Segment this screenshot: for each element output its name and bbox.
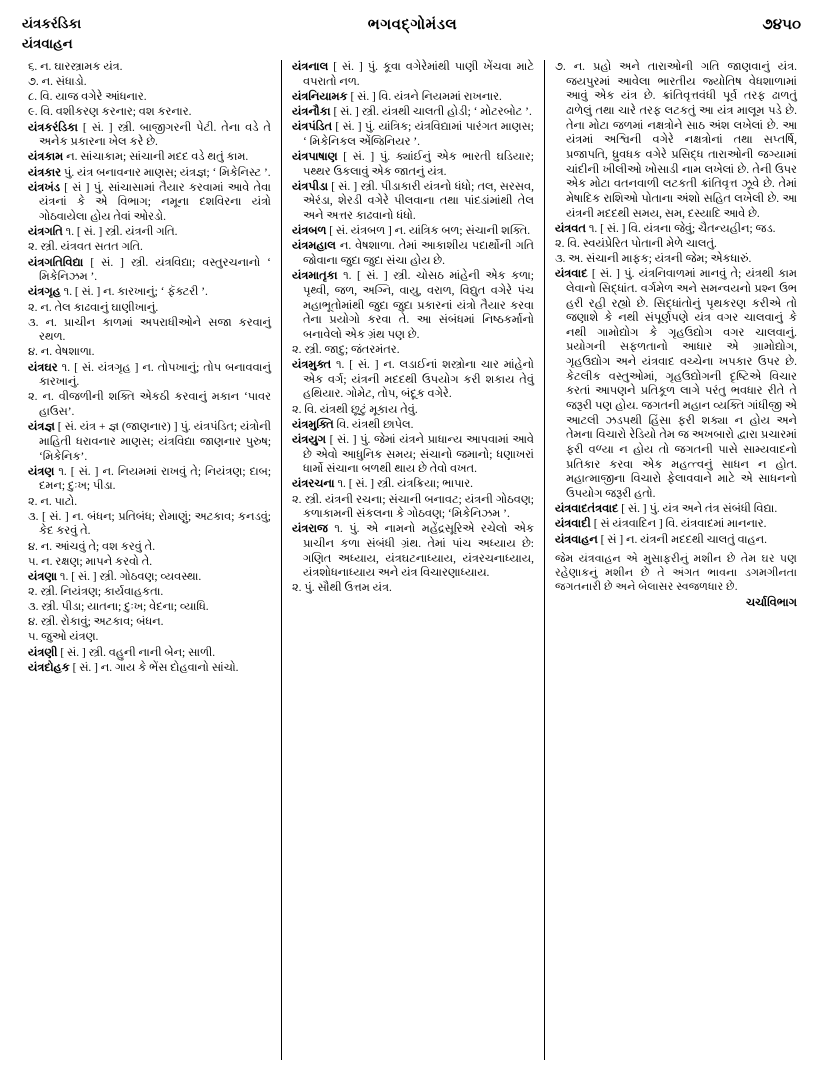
dictionary-sense bbox=[28, 240, 271, 255]
entry-definition: [ સં ] પું. સાંચાસામાં તૈયાર કરવામાં આવે તેવા યંત્રનાં કે એ વિભાગ; નમૂના દશવિરના યંત્રો ગોઠવાયેલા હોય તેવાં ઓરડો. bbox=[39, 181, 271, 224]
entry-definition: ૧. [ સં. ] ન. લડાઈનાં શસ્ત્રોના ચાર માંહેનો એક વર્ગ; યંત્રની મદદથી ઉપયોગ કરી શકાય તેવું હથિયાર. ગોમેટ, તોપ, બંદૂક વગેરે. bbox=[302, 359, 534, 401]
dictionary-sense bbox=[28, 540, 271, 555]
entry-definition: ૧. [ સં. ] સ્ત્રી. ચોસઠ માંહેની એક કળા; પૃથ્વી, જળ, અગ્નિ, વાયુ, વરાળ, વિદ્યુત વગેરે પંચ મહાભૂતોમાંથી જુદા જુદા પ્રકારનાં યંત્રો તૈયાર કરવા તેના પ્રયોગો કરવા તે. આ સંબંધમાં નિષ્ઠકર્માનો બનાવેલો એક ગ્રંથ પણ છે. bbox=[302, 270, 534, 341]
entry-definition: [ સં. ] વિ. યંત્રને નિયમમાં રાખનાર. bbox=[350, 90, 502, 103]
entry-definition: [ સં. ] સ્ત્રી. બાજીગરની પેટી. તેના વડે તે અનેક પ્રકારના ખેલ કરે છે. bbox=[39, 121, 271, 149]
entry-definition: [ સં. ] સ્ત્રી. યંત્રવિદ્યા; વસ્તુરચનાનો ‘ મિકેનિઝમ ’. bbox=[39, 256, 271, 284]
dictionary-sense bbox=[28, 105, 271, 120]
dictionary-entry bbox=[28, 225, 271, 240]
entry-definition: ૩. [ સં. ] ન. બંધન; પ્રતિબંધ; રોમાણું; અટકાવ; કનડવું; કેદ કરવું તે. bbox=[28, 510, 271, 538]
entry-definition: ૧. [ સં. ] સ્ત્રી. યંત્રક્રિયા; ભાપાર. bbox=[337, 478, 474, 491]
dictionary-sense bbox=[28, 495, 271, 510]
dictionary-sense bbox=[28, 345, 271, 360]
dictionary-sense bbox=[28, 60, 271, 75]
entry-definition: ૨. ન. વીજળીની શક્તિ એકઠી કરવાનું મકાન ‘પાવર હાઉસ’. bbox=[28, 391, 271, 419]
text-columns bbox=[18, 60, 807, 1060]
contributor-signoff: ચર્ચાવિભાગ bbox=[746, 597, 797, 610]
entry-headword: યંત્રકામ bbox=[28, 151, 64, 164]
entry-definition: ૧. [ સં. ] સ્ત્રી. યંત્રની ગતિ. bbox=[65, 226, 178, 239]
entry-headword: યંત્રવાદી bbox=[554, 518, 591, 531]
dictionary-entry bbox=[555, 502, 797, 517]
entry-headword: યંત્રજ્ઞ bbox=[28, 421, 55, 434]
dictionary-entry bbox=[28, 256, 271, 285]
dictionary-sense bbox=[292, 343, 534, 358]
entry-definition: ન. વેષશાળા. તેમાં આકાશીય પદાર્થોની ગતિ જોવાના જુદા જુદા સંચા હોય છે. bbox=[302, 240, 534, 268]
page-number: ૭૪૫૦ bbox=[762, 17, 801, 33]
entry-definition: [ સં. ] પું. ક્યાંઈનું એક ભારતી ઘડિયાર; પથ્થર ઉકલાવું એક જાતનું યંત્ર. bbox=[302, 150, 534, 178]
dictionary-sense bbox=[28, 555, 271, 570]
dictionary-entry bbox=[292, 269, 534, 342]
entry-definition: પું. યંત્ર બનાવનાર માણસ; યંત્રજ્ઞ; ‘ મિકેનિસ્ટ ’. bbox=[63, 166, 271, 179]
entry-headword: યંત્રખંડ bbox=[28, 181, 60, 194]
dictionary-entry bbox=[555, 267, 797, 502]
dictionary-entry bbox=[28, 661, 271, 676]
entry-headword: યંત્રદોહક bbox=[28, 661, 70, 674]
entry-definition: ૨. પું. સૌથી ઉત્તમ યંત્ર. bbox=[291, 582, 392, 595]
dictionary-sense bbox=[292, 493, 534, 522]
dictionary-entry bbox=[28, 361, 271, 390]
dictionary-entry bbox=[292, 120, 534, 149]
dictionary-entry bbox=[28, 570, 271, 585]
dictionary-entry bbox=[292, 239, 534, 268]
entry-headword: યંત્રવાહન bbox=[554, 533, 598, 546]
entry-definition: ૧. [ સં. ] ન. કારખાનું; ‘ ફૅક્ટરી ’. bbox=[63, 286, 208, 299]
entry-headword: યંત્રરાજ bbox=[291, 523, 328, 536]
dictionary-entry bbox=[292, 150, 534, 179]
dictionary-sense bbox=[28, 90, 271, 105]
dictionary-entry bbox=[292, 90, 534, 105]
entry-headword: યંત્રગૃહ bbox=[28, 286, 61, 299]
entry-definition: [ સં. ] પું. જેમાં યંત્રને પ્રાધાન્ય આપવામાં આવે છે એવો આધુનિક સમય; સંચાનો જમાનો; ધણાખરાં ધાર્મો સંચાના બળથી થાય છે તેવો વખત. bbox=[302, 433, 534, 476]
entry-definition: ૨. વિ. યંત્રથી છૂટું મૂકાય તેવું. bbox=[291, 403, 418, 416]
entry-definition: ૩. સ્ત્રી. પીડા; યાતના; દુઃખ; વેદના; વ્યાધિ. bbox=[28, 601, 209, 614]
entry-headword: યંત્રપાષાણ bbox=[291, 150, 338, 163]
entry-definition: [ સં. ] પું. યંત્ર અને તંત્ર સંબંધી વિદ્યા. bbox=[621, 503, 778, 516]
entry-definition: ૨. ન. તેલ કાઢવાનું ઘાણીખાનું. bbox=[28, 301, 159, 314]
entry-headword: યંત્રવાદતંત્રવાદ bbox=[554, 503, 619, 516]
entry-headword: યંત્રયુગ bbox=[291, 433, 326, 446]
entry-headword: યંત્રવાદ bbox=[554, 268, 588, 281]
dictionary-entry bbox=[555, 222, 797, 237]
dictionary-sense bbox=[28, 75, 271, 90]
entry-definition: [ સં. ] પું. યાંત્રિક; યંત્રવિદ્યામાં પારંગત માણસ; ‘ મિકેનિકલ એંજિનિયર ’. bbox=[302, 121, 534, 148]
entry-headword: યંત્રબળ bbox=[291, 225, 327, 238]
entry-definition: [ સં. ] સ્ત્રી. વહુની નાની બેન; સાળી. bbox=[60, 646, 216, 659]
entry-headword: યંત્રનૌકા bbox=[291, 105, 331, 118]
dictionary-sense bbox=[555, 252, 797, 267]
dictionary-entry bbox=[28, 646, 271, 661]
entry-headword: યંત્રઘર bbox=[28, 361, 58, 374]
dictionary-entry bbox=[292, 180, 534, 224]
entry-headword: યંત્રવત bbox=[554, 222, 586, 235]
entry-definition: ૧. [ સં. ] સ્ત્રી. ગોઠવણ; વ્યવસ્થા. bbox=[59, 570, 202, 583]
entry-headword: યંત્રકાર bbox=[28, 166, 62, 179]
dictionary-sense bbox=[555, 60, 797, 221]
dictionary-entry bbox=[28, 181, 271, 225]
column-2 bbox=[281, 60, 544, 1060]
dictionary-entry bbox=[555, 517, 797, 532]
entry-definition: ૪. ન. વેષશાળા. bbox=[28, 346, 95, 359]
dictionary-entry bbox=[292, 477, 534, 492]
entry-headword: યંત્રણા bbox=[28, 570, 58, 583]
entry-definition: ૪. ન. આંચવું તે; વશ કરવું તે. bbox=[28, 540, 156, 553]
dictionary-entry bbox=[292, 105, 534, 120]
dictionary-sense bbox=[28, 390, 271, 419]
entry-definition: ૨. સ્ત્રી. યંત્રની રચના; સંચાની બનાવટ; યંત્રની ગોઠવણ; કળાકામની સંકલના કે ગોઠવણ; ‘મિકેનિઝમ ’. bbox=[291, 493, 534, 521]
page-header bbox=[18, 14, 807, 60]
entry-definition: ૩. અ. સંચાની માફક; યંત્રની જેમ; એકધારું. bbox=[554, 253, 752, 266]
dictionary-sense bbox=[28, 510, 271, 539]
entry-definition: ૧. [ સં. ] ન. નિયમમાં રાખવું તે; નિયંત્રણ; દાબ; દમન; દુઃખ; પીડા. bbox=[39, 465, 271, 493]
dictionary-entry bbox=[292, 60, 534, 89]
entry-definition: ૮. વિ. યાજ વગેરે આંધનાર. bbox=[28, 91, 147, 104]
dictionary-entry bbox=[292, 433, 534, 477]
entry-definition: [ સં. ] સ્ત્રી. પીડાકારી યંત્રનો ધંધો; તલ, સરસવ, એરંડા, શેરડી વગેરે પીલવાના તથા પાંદડાંમાંથી તેલ અને અત્તર કાઢવાનો ધંધો. bbox=[302, 180, 534, 223]
entry-definition: વિ. યંત્રથી છાપેલ. bbox=[336, 418, 414, 431]
dictionary-entry bbox=[28, 121, 271, 150]
dictionary-entry bbox=[28, 420, 271, 464]
entry-definition: ૬. ન. ઘારસ્ત્રામક યંત્ર. bbox=[28, 61, 123, 73]
dictionary-sense bbox=[28, 301, 271, 316]
entry-headword: યંત્રનિયામક bbox=[291, 90, 348, 103]
entry-definition: [ સં. યંત્ર + જ્ઞ (જાણનાર) ] પું. યંત્રપંડિત; યંત્રોની માહિતી ધરાવનાર માણસ; યંત્રવિદ્યા જાણનાર પુરુષ; ‘મિકેનિક’. bbox=[39, 421, 271, 463]
entry-definition: ૪. સ્ત્રી. રોકાવું; અટકાવ; બંધન. bbox=[28, 616, 164, 629]
entry-definition: ૧. [ સં. ] વિ. યંત્રના જેવું; ચૈતન્યહીન; જડ. bbox=[588, 222, 776, 235]
column-1 bbox=[18, 60, 281, 1060]
entry-headword: યંત્રકરંડિકા bbox=[28, 121, 78, 134]
dictionary-sense bbox=[28, 615, 271, 630]
entry-definition: [ સં યંત્રવાદિન ] વિ. યંત્રવાદમાં માનનાર. bbox=[593, 518, 767, 531]
dictionary-sense bbox=[292, 403, 534, 418]
entry-definition: ૭. ન. પ્રહો અને તારાઓની ગતિ જાણવાનું યંત્ર. જયપુરમાં આવેલા ભારતીય જ્યોતિષ વેધશાળામાં આવું એક યંત્ર છે. ક્રાંતિવૃત્તવંધી પૂર્વ તરફ ઢાળતું ઢાળેલું તથા ચારે તરફ લટકતું આ યંત્ર માલૂમ પડે છે. તેના મોટા જળમાં નક્ષત્રોને સાઠ અંશ લખેલાં છે. આ યંત્રમાં અશ્વિની વગેરે નક્ષત્રોનાં તથા સપ્તર્ષિ, પ્રજાપતિ, ધ્રુવધક વગેરે પ્રસિદ્ધ તારાઓની જગ્યામાં ચાંદીની ખીલીઓ ખોસાડી નામ લખેલાં છે. તેની ઉપર એક મોટા વતનવાળી લટકતી ક્રાંતિવૃત્ત ઝૂવે છે. તેમાં મેષાદિક રાશિઓ પોતાના અંશો સહિત લખેલી છે. આ યંત્રની મદદથી સમય, સમ, દસ્યાદિ આવે છે. bbox=[554, 61, 797, 220]
book-title: ભગવદ્ગોમંડલ bbox=[367, 17, 458, 33]
dictionary-entry bbox=[28, 166, 271, 181]
entry-definition: ૩. ન. પ્રાચીન કાળમાં અપરાધીઓને સજા કરવાનું રથળ. bbox=[28, 316, 271, 344]
entry-definition: ન. સાંચાકામ; સાંચાની મદદ વડે થતું કામ. bbox=[66, 151, 249, 164]
dictionary-entry bbox=[292, 522, 534, 581]
entry-definition: ૯. વિ. વશીકરણ કરનાર; વશ કરનાર. bbox=[28, 106, 192, 119]
entry-definition: [ સં. ] પું. યંત્રનિવાળમાં માનવું તે; યંત્રથી કામ લેવાનો સિદ્ધાંત. વર્ગમેળ અને સમન્વયનો પ્રશ્ન ઉભ હરી રહી રહ્યો છે. સિદ્ધાંતોનું પૃથકરણ કરીએ તો જણાશે કે નથી સંપૂર્ણપણે યંત્ર વગર ચાલવાનું કે નથી ગામોદ્યોગ કે ગૃહઉદ્યોગ વગર ચાલવાનું. પ્રયોગની સફળતાનો આધાર એ ગ્રામોદ્યોગ, ગૃહઉદ્યોગ અને યંત્રવાદ વચ્ચેના ખપકાર ઉપર છે. કેટલીક વસ્તુઓમાં, ગૃહઉદ્યોગની દૃષ્ટિએ વિચાર કરતાં આપણને પ્રતિકૂળ લાગે પરંતુ ભવધાર રીતે તે જરૂરી પણ હોય. જગતની મહાન વ્યક્તિ ગાંધીજી એ આટલી ઝડપથી હિંસા ફરી શક્યા ન હોય અને તેમના વિચારો રેડિયો તેમ જ અખબારો દ્વારા પ્રચારમાં ફરી વળ્યા ન હોય તો જગતની પાસે સામ્યવાદનો પ્રતિકાર કરવા એક મહત્ત્વનું સાધન ન હોત. મહાત્માજીના વિચારો ફેલાવવાને માટે એ સાધનનો ઉપયોગ જરૂરી હતો. bbox=[565, 268, 797, 501]
entry-definition: ૨. સ્ત્રી. યંત્રવત સતત ગતિ. bbox=[28, 241, 143, 254]
entry-definition: ૨. વિ. સ્વયંપ્રેરિત પોતાની મેળે ચાલતું. bbox=[554, 237, 717, 250]
entry-definition: ૫. ન. રક્ષણ; માપને કરવો તે. bbox=[28, 555, 153, 568]
dictionary-entry bbox=[292, 358, 534, 402]
entry-definition: ૭. ન. સંધાડો. bbox=[28, 76, 87, 89]
dictionary-sense bbox=[555, 237, 797, 252]
entry-headword: યંત્રણી bbox=[28, 646, 58, 659]
entry-headword: યંત્રમાતૃકા bbox=[291, 270, 338, 283]
entry-headword: યંત્રગતિ bbox=[28, 226, 63, 239]
dictionary-sense bbox=[28, 630, 271, 645]
entry-definition: [ સં. યંત્રબળ ] ન. યાંત્રિક બળ; સંચાની શક્તિ. bbox=[329, 225, 531, 238]
entry-definition: ૧. પું. એ નામનો મહેંદ્રસૂરિએ રચેલો એક પ્રાચીન કળા સંબંધી ગ્રંથ. તેમાં પાંચ અધ્યાય છે: ગણિત અધ્યાય, યંત્રઘટનાધ્યાય, યંત્રરચનાધ્યાય, યંત્રશોધનાધ્યાય અને યંત્ર વિચારણાધ્યાય. bbox=[302, 523, 534, 580]
dictionary-entry bbox=[28, 465, 271, 494]
entry-headword: યંત્રણ bbox=[28, 465, 55, 478]
dictionary-sense bbox=[28, 316, 271, 345]
dictionary-entry bbox=[292, 418, 534, 433]
entry-definition: ૫. જુઓ યંત્રણ. bbox=[28, 631, 99, 644]
entry-headword: યંત્રમુક્ત bbox=[291, 359, 332, 372]
dictionary-sense bbox=[28, 600, 271, 615]
entry-definition: ૨. ન. પાટો. bbox=[28, 495, 78, 508]
entry-definition: ૧. [ સં. યંત્રગૃહ ] ન. તોપખાનું; તોપ બનાવવાનું કારખાનું. bbox=[39, 361, 271, 389]
entry-definition: ૨. સ્ત્રી. નિયંત્રણ; કાર્યવાહકતા. bbox=[28, 585, 164, 598]
entry-definition: [ સં. ] પું. કૂવા વગેરેમાંથી પાણી ખેંચવા માટે વપરાતો નળ. bbox=[302, 61, 534, 88]
guideword-last: યંત્રવાહન bbox=[22, 35, 73, 51]
entry-headword: યંત્રપીડા bbox=[291, 180, 329, 193]
guideword-first: યંત્રકરંડિકા bbox=[22, 16, 82, 31]
dictionary-entry bbox=[555, 533, 797, 548]
entry-definition: [ સં. ] સ્ત્રી. યંત્રથી ચાલતી હોડી; ‘ મોટરબોટ ’. bbox=[333, 105, 532, 118]
entry-headword: યંત્રરચના bbox=[291, 478, 335, 491]
entry-headword: યંત્રમુક્તિ bbox=[291, 418, 334, 431]
entry-definition: [ સં. ] ન. ગાય કે ભેંસ દોહવાનો સાંચો. bbox=[72, 661, 239, 674]
entry-headword: યંત્રગતિવિદ્યા bbox=[28, 256, 84, 269]
dictionary-entry bbox=[28, 150, 271, 165]
entry-headword: યંત્રપંડિત bbox=[291, 121, 333, 134]
column-footnote: જેમ યંત્રવાહન એ મુસાફરીનું મશીન છે તેમ ઘર પણ રહેણાકનું મશીન છે તે અંગત ભાવના ડગમગીનતા જગતનારી છે અને બેલાસર સ્વજળધાર છે. bbox=[554, 552, 797, 594]
entry-headword: યંત્રનાલ bbox=[291, 61, 329, 73]
entry-definition: [ સં ] ન. યંત્રની મદદથી ચાલતું વાહન. bbox=[600, 533, 767, 546]
entry-headword: યંત્રમહાલ bbox=[291, 240, 336, 253]
dictionary-sense bbox=[292, 581, 534, 596]
dictionary-entry bbox=[292, 224, 534, 239]
column-3 bbox=[544, 60, 807, 1060]
dictionary-entry bbox=[28, 285, 271, 300]
entry-definition: ૨. સ્ત્રી. જાદુ; જંતરમંતર. bbox=[291, 343, 400, 356]
dictionary-sense bbox=[28, 585, 271, 600]
